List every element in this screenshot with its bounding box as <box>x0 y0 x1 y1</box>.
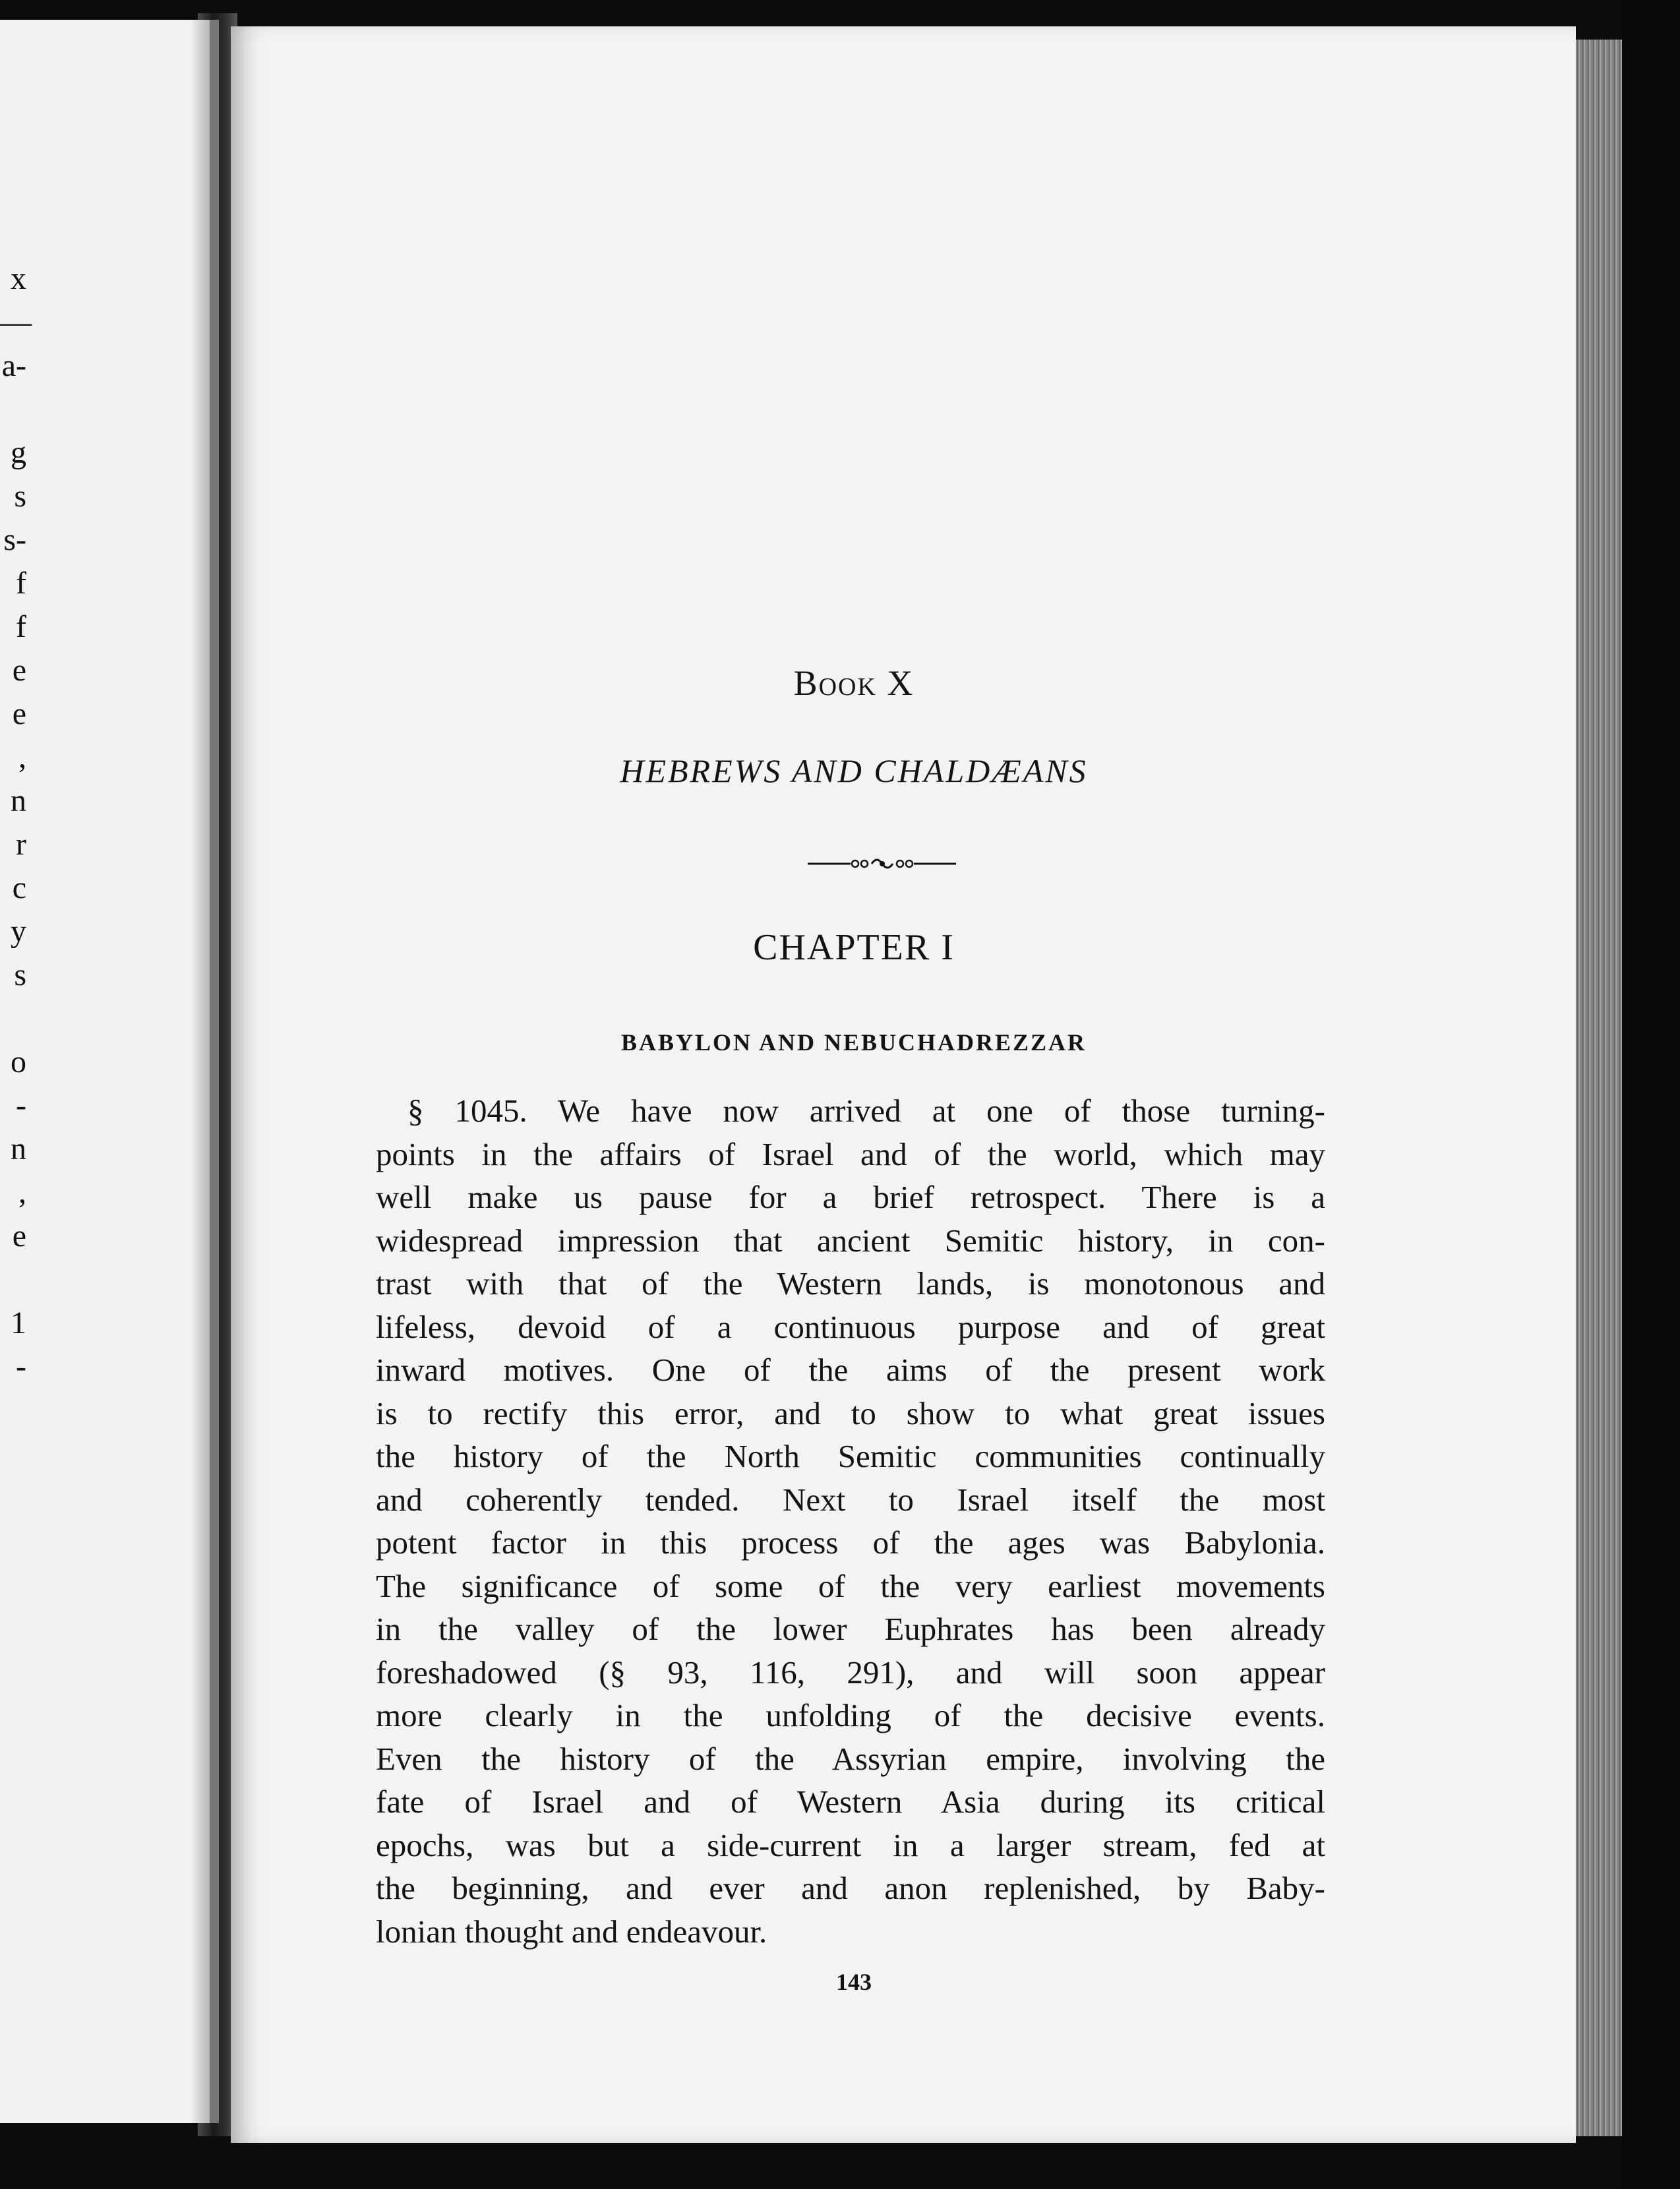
text-line: epochs, was but a side-current in a larger stream, fed at <box>376 1826 1325 1863</box>
body-paragraph <box>376 1089 1325 1953</box>
text-line: in the valley of the lower Euphrates has been already <box>376 1611 1325 1647</box>
left-page-fragment: 1 <box>11 1305 26 1340</box>
chapter-subtitle: BABYLON AND NEBUCHADREZZAR <box>620 1029 1087 1056</box>
text-line: points in the affairs of Israel and of the world, which may <box>376 1135 1325 1172</box>
left-page-fragment <box>0 1476 26 1519</box>
left-page-fragment: f <box>16 566 26 601</box>
text-line: fate of Israel and of Western Asia during its critical <box>376 1784 1325 1820</box>
left-page-fragment <box>0 1563 26 1606</box>
text-line: § 1045. We have now arrived at one of those turning- <box>407 1093 1325 1129</box>
page-number: 143 <box>836 1969 872 1995</box>
left-page-fragment: f <box>16 609 26 644</box>
left-page-fragment <box>0 997 26 1040</box>
left-page-fragment: e <box>12 653 26 688</box>
text-line: widespread impression that ancient Semitic history, in con- <box>376 1222 1325 1259</box>
left-page-fragment: c <box>12 870 26 905</box>
left-page-fragment <box>0 1389 26 1432</box>
right-page <box>231 26 1576 2143</box>
text-line: the beginning, and ever and anon replenished, by Baby- <box>376 1870 1325 1906</box>
left-page-fragment: — <box>0 305 32 340</box>
left-page-fragment: e <box>12 1218 26 1253</box>
text-line: is to rectify this error, and to show to what great issues <box>376 1394 1325 1431</box>
left-page-fragment <box>0 1258 26 1302</box>
left-page-fragment: n <box>11 1131 26 1166</box>
left-page-fragment: e <box>12 696 26 731</box>
book-subtitle: HEBREWS AND CHALDÆANS <box>620 752 1088 789</box>
left-page <box>0 20 219 2123</box>
left-page-text-fragments <box>0 257 32 1650</box>
chapter-title: CHAPTER I <box>753 927 955 968</box>
text-line: inward motives. One of the aims of the present work <box>376 1352 1325 1388</box>
background-right <box>1622 0 1680 2189</box>
left-page-fragment <box>0 1606 26 1650</box>
left-page-fragment: g <box>11 435 26 470</box>
left-page-fragment: o <box>11 1044 26 1079</box>
text-line: well make us pause for a brief retrospect. There is a <box>376 1179 1325 1215</box>
text-line: The significance of some of the very earliest movements <box>376 1567 1325 1604</box>
text-line: potent factor in this process of the ages was Babylonia. <box>376 1524 1325 1561</box>
text-line: foreshadowed (§ 93, 116, 291), and will soon appear <box>376 1654 1325 1691</box>
left-page-fragment <box>0 388 26 431</box>
left-page-fragment: a- <box>1 348 26 383</box>
left-page-fragment <box>0 1432 26 1476</box>
gutter-shadow <box>190 20 210 2123</box>
left-page-fragment: n <box>11 783 26 818</box>
left-page-fragment: - <box>16 1349 26 1384</box>
left-page-fragment: x <box>11 261 26 296</box>
text-line: trast with that of the Western lands, is monotonous and <box>376 1265 1325 1302</box>
left-page-fragment: y <box>11 914 26 949</box>
left-page-fragment: , <box>18 1175 26 1210</box>
text-line: the history of the North Semitic communities continually <box>376 1438 1325 1474</box>
left-page-fragment: , <box>18 740 26 775</box>
book-title: Book X <box>793 663 915 703</box>
ornament-divider-icon <box>376 854 1332 874</box>
page-edges <box>1576 40 1622 2136</box>
left-page-fragment: s- <box>3 522 26 557</box>
left-page-fragment: s <box>14 479 26 514</box>
left-page-fragment: - <box>16 1088 26 1123</box>
text-line: more clearly in the unfolding of the decisive events. <box>376 1697 1325 1733</box>
text-line: Even the history of the Assyrian empire, involving the <box>376 1740 1325 1777</box>
text-line: lifeless, devoid of a continuous purpose and of great <box>376 1308 1325 1345</box>
left-page-fragment: s <box>14 957 26 992</box>
text-line: lonian thought and endeavour. <box>376 1913 767 1950</box>
left-page-fragment <box>0 1519 26 1563</box>
text-line: and coherently tended. Next to Israel itself the most <box>376 1481 1325 1518</box>
left-page-fragment: r <box>16 827 26 862</box>
